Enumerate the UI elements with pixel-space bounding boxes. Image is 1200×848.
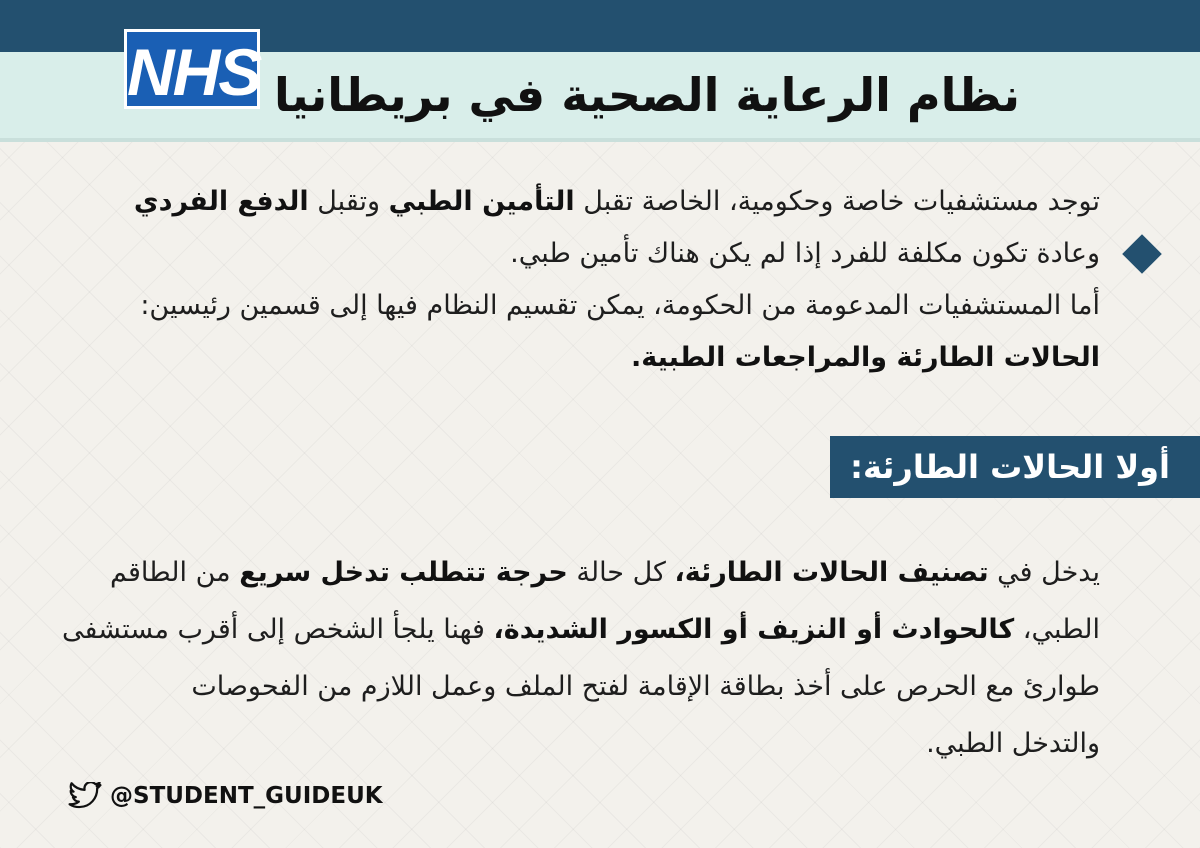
intro-line-2: وعادة تكون مكلفة للفرد إذا لم يكن هناك تأمين طبي.: [510, 238, 1100, 269]
intro-line-3: أما المستشفيات المدعومة من الحكومة، يمكن تقسيم النظام فيها إلى قسمين رئيسين:: [140, 290, 1100, 321]
emergency-paragraph: [62, 544, 1100, 772]
intro-line-1: توجد مستشفيات خاصة وحكومية، الخاصة تقبل التأمين الطبي وتقبل الدفع الفردي: [133, 186, 1100, 217]
emergency-line-3: طوارئ مع الحرص على أخذ بطاقة الإقامة لفتح الملف وعمل اللازم من الفحوصات: [191, 671, 1100, 702]
twitter-handle: @STUDENT_GUIDEUK: [110, 783, 383, 809]
page-title: نظام الرعاية الصحية في بريطانيا: [273, 68, 1020, 122]
emergency-line-1: يدخل في تصنيف الحالات الطارئة، كل حالة حرجة تتطلب تدخل سريع من الطاقم: [110, 557, 1100, 588]
emergency-line-2: الطبي، كالحوادث أو النزيف أو الكسور الشديدة، فهنا يلجأ الشخص إلى أقرب مستشفى: [61, 614, 1100, 645]
intro-line-4: الحالات الطارئة والمراجعات الطبية.: [631, 342, 1100, 373]
diamond-bullet-icon: [1122, 234, 1162, 274]
nhs-logo: NHS: [124, 29, 260, 109]
intro-paragraph: [134, 176, 1100, 384]
footer-credit: [68, 778, 383, 814]
twitter-icon: [68, 782, 102, 810]
insurance-term: التأمين الطبي: [388, 186, 575, 217]
emergency-line-4: والتدخل الطبي.: [926, 728, 1100, 759]
section-heading-emergency: أولا الحالات الطارئة:: [830, 436, 1200, 498]
self-pay-term: الدفع الفردي: [133, 186, 309, 217]
